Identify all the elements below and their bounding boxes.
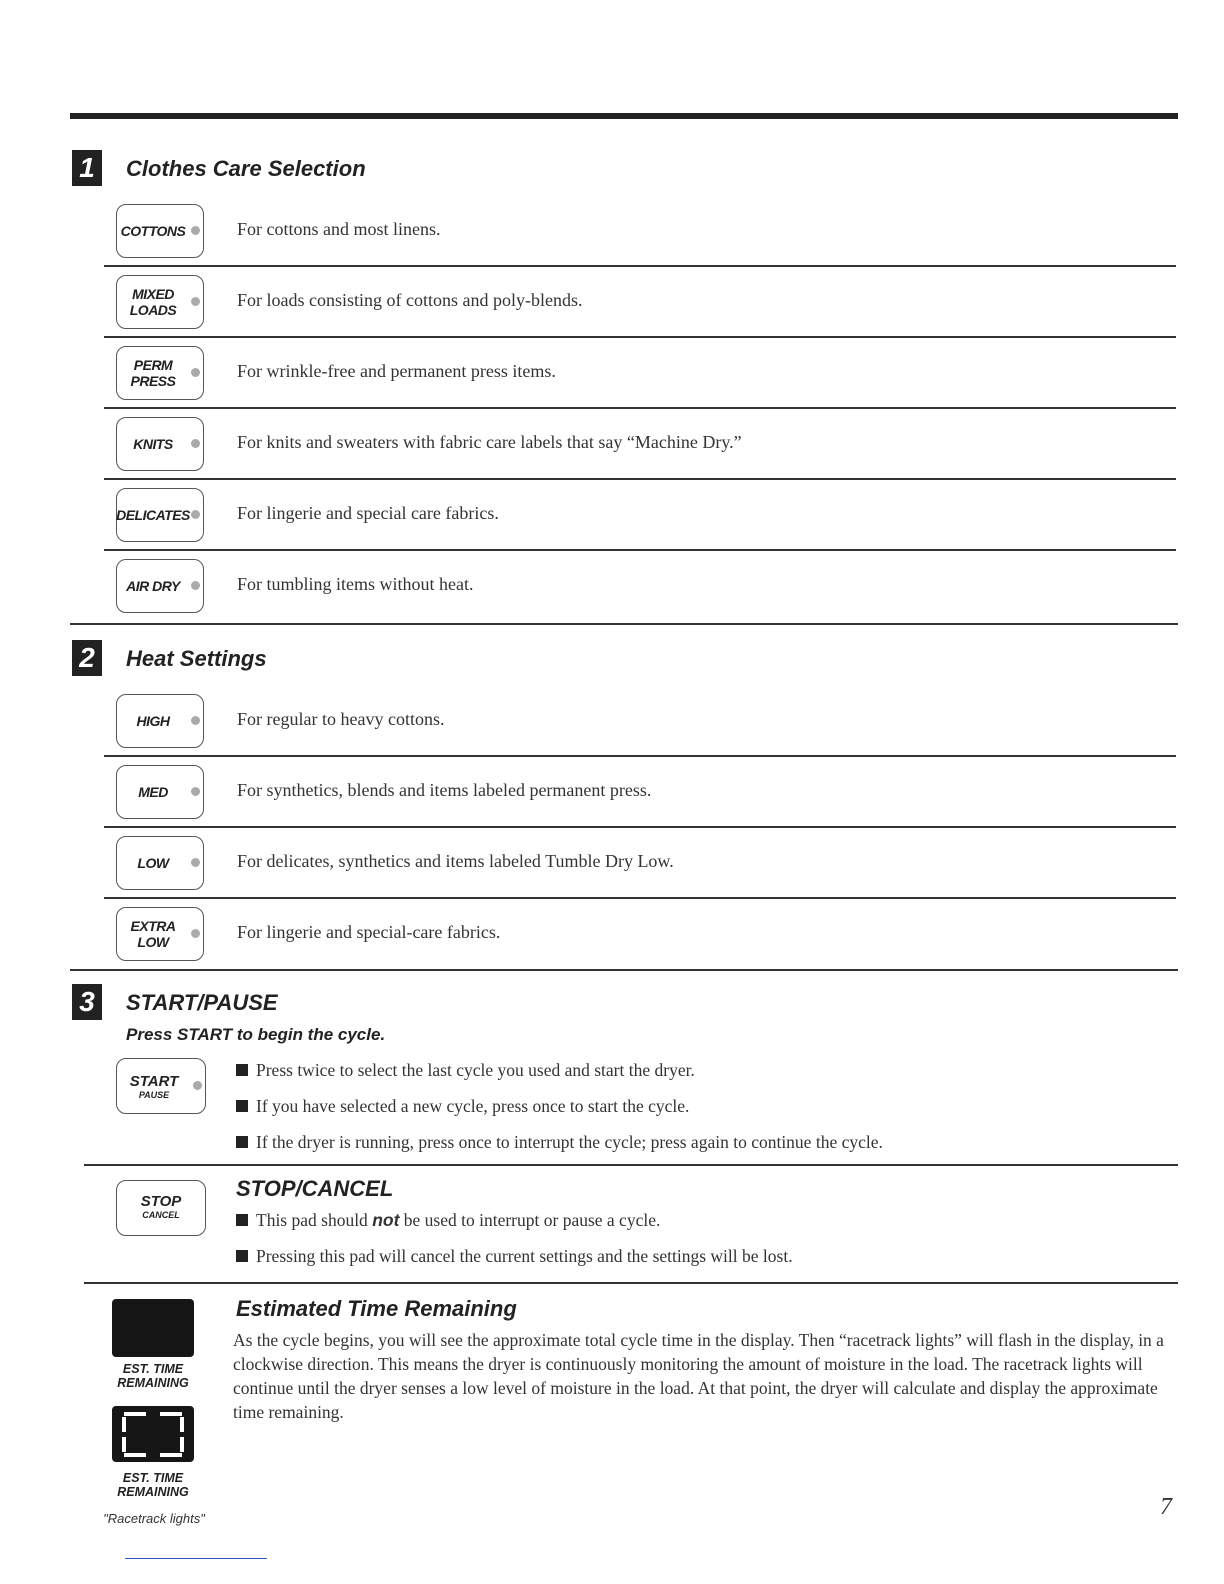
section-divider <box>84 1282 1178 1284</box>
setting-pad-button[interactable] <box>116 346 204 400</box>
footer-link-line <box>125 1558 267 1559</box>
start-pause-bullets <box>236 1052 883 1160</box>
estimated-time-title: Estimated Time Remaining <box>236 1296 517 1321</box>
pad-label: MED <box>138 784 168 800</box>
cancel-label: CANCEL <box>142 1210 180 1220</box>
setting-description: For synthetics, blends and items labeled permanent press. <box>237 780 652 800</box>
bullet-square-icon <box>236 1214 248 1226</box>
bullet-item: If the dryer is running, press once to interrupt the cycle; press again to continue the cycle. <box>236 1124 883 1160</box>
stop-cancel-button[interactable] <box>116 1180 206 1236</box>
setting-description: For loads consisting of cottons and poly-blends. <box>237 290 583 310</box>
setting-pad-button[interactable] <box>116 836 204 890</box>
bullet-square-icon <box>236 1136 248 1148</box>
indicator-light-icon <box>191 716 200 725</box>
bullet-item: If you have selected a new cycle, press once to start the cycle. <box>236 1088 883 1124</box>
racetrack-display <box>112 1406 194 1462</box>
section-subtitle: Press START to begin the cycle. <box>126 1025 386 1044</box>
pad-label: PERM PRESS <box>130 357 176 389</box>
setting-description: For delicates, synthetics and items labeled Tumble Dry Low. <box>237 851 674 871</box>
start-label: START <box>129 1073 179 1090</box>
section-title: Heat Settings <box>126 646 267 671</box>
pad-label: DELICATES <box>116 507 190 523</box>
setting-description: For wrinkle-free and permanent press items. <box>237 361 556 381</box>
indicator-light-icon <box>191 297 200 306</box>
racetrack-caption: "Racetrack lights" <box>103 1511 205 1526</box>
setting-description: For cottons and most linens. <box>237 219 441 239</box>
setting-row <box>104 755 1176 828</box>
bullet-item: Press twice to select the last cycle you used and start the dryer. <box>236 1052 883 1088</box>
section-title: START/PAUSE <box>126 990 278 1015</box>
setting-row <box>104 265 1176 338</box>
section-number-badge: 3 <box>72 984 102 1020</box>
setting-row <box>104 336 1176 409</box>
bullet-square-icon <box>236 1250 248 1262</box>
indicator-light-icon <box>191 510 200 519</box>
bullet-item: This pad should not be used to interrupt or pause a cycle. <box>236 1202 793 1238</box>
setting-pad-button[interactable] <box>116 488 204 542</box>
start-pause-button[interactable] <box>116 1058 206 1114</box>
pad-label: COTTONS <box>120 223 186 239</box>
setting-description: For tumbling items without heat. <box>237 574 474 594</box>
setting-pad-button[interactable] <box>116 694 204 748</box>
pad-label: AIR DRY <box>126 578 180 594</box>
setting-pad-button[interactable] <box>116 907 204 961</box>
bullet-square-icon <box>236 1100 248 1112</box>
stop-cancel-title: STOP/CANCEL <box>236 1176 394 1201</box>
top-rule <box>70 113 1178 119</box>
setting-pad-button[interactable] <box>116 417 204 471</box>
setting-description: For lingerie and special-care fabrics. <box>237 922 501 942</box>
setting-description: For lingerie and special care fabrics. <box>237 503 499 523</box>
bullet-square-icon <box>236 1064 248 1076</box>
display-caption: EST. TIME REMAINING <box>117 1362 189 1390</box>
emphasis-not: not <box>372 1210 400 1230</box>
indicator-light-icon <box>193 1081 202 1090</box>
indicator-light-icon <box>191 787 200 796</box>
setting-pad-button[interactable] <box>116 204 204 258</box>
pad-label: MIXED LOADS <box>129 286 177 318</box>
setting-row <box>104 897 1176 968</box>
section-number-badge: 2 <box>72 640 102 676</box>
pause-label: PAUSE <box>138 1090 170 1100</box>
setting-row <box>104 478 1176 551</box>
stop-cancel-bullets <box>236 1202 793 1274</box>
bullet-item: Pressing this pad will cancel the current settings and the settings will be lost. <box>236 1238 793 1274</box>
setting-row <box>104 684 1176 757</box>
setting-row <box>104 194 1176 267</box>
section-number-badge: 1 <box>72 150 102 186</box>
section-divider <box>70 969 1178 971</box>
setting-pad-button[interactable] <box>116 765 204 819</box>
stop-label: STOP <box>140 1193 182 1210</box>
estimated-time-paragraph: As the cycle begins, you will see the approximate total cycle time in the display. Then “racetrack lights” will flash in the display, in a clockwise direction. This means the dryer is continuously monitoring the amount of moisture in the load. The racetrack lights will continue until the dryer senses a low level of moisture in the load. At that point, the dryer will calculate and display the approximate time remaining. <box>233 1330 1164 1422</box>
section-title: Clothes Care Selection <box>126 156 366 181</box>
setting-description: For regular to heavy cottons. <box>237 709 445 729</box>
setting-row <box>104 407 1176 480</box>
indicator-light-icon <box>191 226 200 235</box>
pad-label: KNITS <box>133 436 173 452</box>
pad-label: LOW <box>137 855 169 871</box>
pad-label: HIGH <box>136 713 170 729</box>
section-divider <box>70 623 1178 625</box>
setting-pad-button[interactable] <box>116 559 204 613</box>
indicator-light-icon <box>191 439 200 448</box>
indicator-light-icon <box>191 581 200 590</box>
indicator-light-icon <box>191 368 200 377</box>
setting-row <box>104 549 1176 620</box>
pad-label: EXTRA LOW <box>130 918 176 950</box>
display-caption: EST. TIME REMAINING <box>117 1471 189 1499</box>
indicator-light-icon <box>191 929 200 938</box>
display-panel <box>112 1299 194 1357</box>
setting-pad-button[interactable] <box>116 275 204 329</box>
setting-description: For knits and sweaters with fabric care labels that say “Machine Dry.” <box>237 432 742 452</box>
racetrack-lights-icon <box>112 1406 194 1462</box>
page-number: 7 <box>1160 1494 1172 1520</box>
setting-row <box>104 826 1176 899</box>
section-divider <box>84 1164 1178 1166</box>
indicator-light-icon <box>191 858 200 867</box>
